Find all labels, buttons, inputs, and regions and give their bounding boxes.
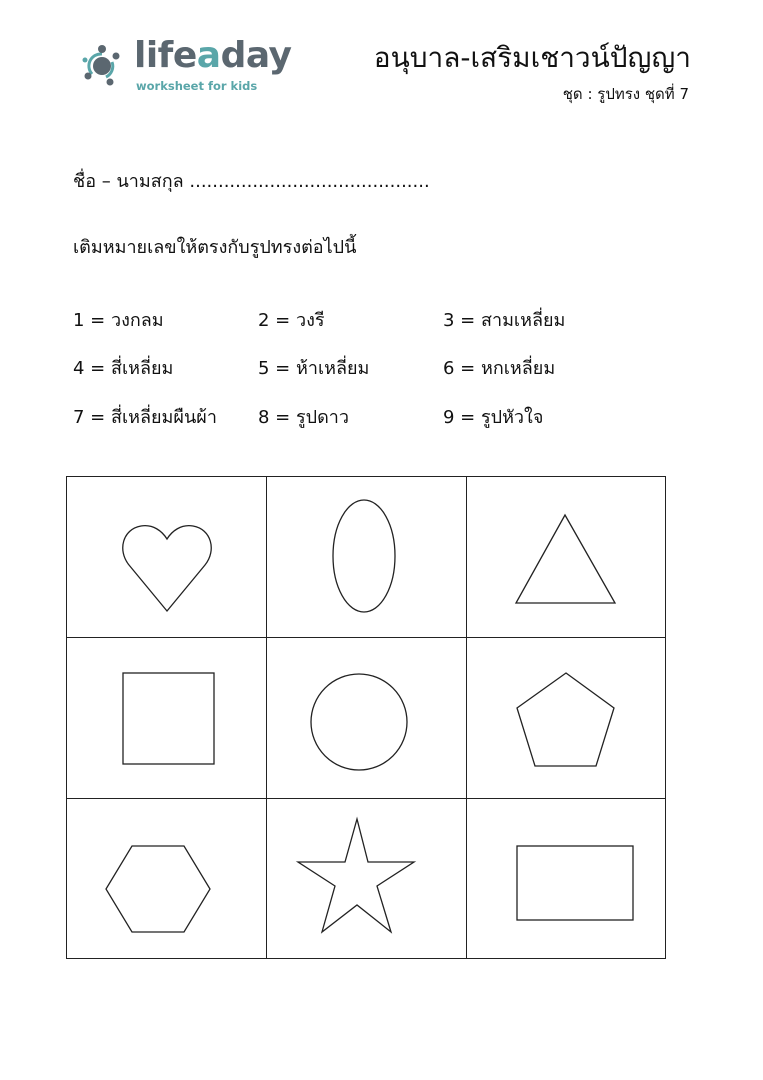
- worksheet-title: อนุบาล-เสริมเชาวน์ปัญญา: [373, 41, 691, 74]
- shape-cell: [67, 477, 267, 638]
- lifeaday-logo: [80, 35, 292, 98]
- name-field-line: ชื่อ – นามสกุล ..........................................: [73, 171, 430, 192]
- key-item: 3 = สามเหลี่ยม: [443, 310, 566, 331]
- ellipse-shape: [267, 477, 467, 638]
- shape-grid: [66, 476, 666, 959]
- key-item: 5 = ห้าเหลี่ยม: [258, 358, 370, 379]
- logo-tagline: worksheet for kids: [136, 79, 258, 93]
- logo-molecule-icon: [80, 40, 130, 90]
- triangle-shape: [467, 477, 667, 638]
- key-item: 4 = สี่เหลี่ยม: [73, 358, 174, 379]
- shape-cell: [67, 638, 267, 799]
- circle-shape: [267, 638, 467, 799]
- key-item: 9 = รูปหัวใจ: [443, 407, 544, 428]
- rectangle-shape: [467, 799, 667, 960]
- star-shape: [267, 799, 467, 960]
- instruction-text: เติมหมายเลขให้ตรงกับรูปทรงต่อไปนี้: [73, 237, 357, 258]
- pentagon-shape: [467, 638, 667, 799]
- key-item: 7 = สี่เหลี่ยมผืนผ้า: [73, 407, 217, 428]
- heart-shape: [67, 477, 267, 638]
- logo-wordmark: lifeaday: [134, 35, 292, 76]
- key-item: 2 = วงรี: [258, 310, 325, 331]
- shape-cell: [467, 638, 667, 799]
- square-shape: [67, 638, 267, 799]
- shape-cell: [267, 477, 467, 638]
- worksheet-subtitle: ชุด : รูปทรง ชุดที่ 7: [562, 85, 689, 103]
- shape-cell: [267, 638, 467, 799]
- key-item: 1 = วงกลม: [73, 310, 164, 331]
- shape-cell: [467, 799, 667, 960]
- shape-cell: [267, 799, 467, 960]
- hexagon-shape: [67, 799, 267, 960]
- key-item: 8 = รูปดาว: [258, 407, 349, 428]
- shape-cell: [467, 477, 667, 638]
- key-item: 6 = หกเหลี่ยม: [443, 358, 556, 379]
- shape-cell: [67, 799, 267, 960]
